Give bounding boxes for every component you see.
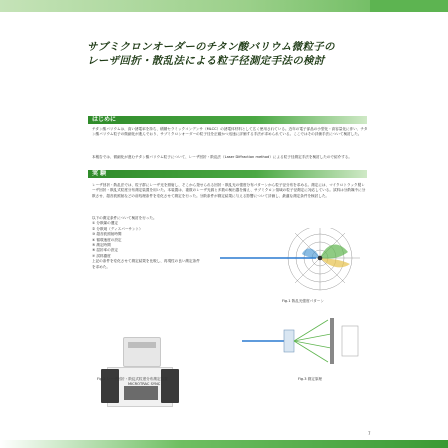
section-header-intro xyxy=(88,116,367,124)
condition-list xyxy=(92,216,202,270)
list-intro: 以下の測定条件について検討を行った。 xyxy=(92,216,157,220)
header-tab xyxy=(370,0,448,12)
list-item: ③ 超音波照射時間 xyxy=(92,232,122,237)
section-header-method xyxy=(88,170,367,178)
section-label-intro: はじめに xyxy=(92,116,117,123)
instrument-top-unit xyxy=(123,337,161,367)
list-item: ⑥ 屈折率の設定 xyxy=(92,248,118,253)
list-item: ② 分散剤（ディスパーサント） xyxy=(92,226,143,231)
list-item: ① 分散媒の選定 xyxy=(92,221,118,226)
scattering-pattern-figure xyxy=(210,228,368,298)
list-item: ④ 循環速度の設定 xyxy=(92,237,122,242)
principle-figure xyxy=(236,312,366,370)
instrument-side-unit xyxy=(101,369,119,403)
header-band xyxy=(0,0,448,12)
instrument-side-unit xyxy=(161,369,179,403)
intro-paragraph-2: 本報告では、微細化が進むチタン酸バリウム粒子について、レーザ回折・散乱法（Laser Diffraction method）による粒子径測定手法を検討したので紹介する。 xyxy=(92,155,352,159)
list-item: ⑦ 試料濃度 xyxy=(92,253,111,258)
figure-3-caption: Fig.3 測定原理 xyxy=(298,377,323,381)
title-line-1: サブミクロンオーダーのチタン酸バリウム微粒子の xyxy=(87,41,335,53)
figure-1-caption: Fig.1 散乱光強度パターン xyxy=(282,299,324,303)
intro-paragraph-1: チタン酸バリウムは、高い誘電率を持ち、積層セラミックコンデンサ（MLCC）の誘電体材料として広く使用されている。近年の電子部品の小型化・高容量化に伴い、チタン酸バリウム粒子の微細化が進んでおり、サブミクロンオーダーの粒子径を正確かつ迅速に評価する手法が求められている。ここではその評価手法について検討した。 xyxy=(92,127,368,137)
list-item: ⑤ 測定時間 xyxy=(92,243,111,248)
method-paragraph-1: レーザ回折・散乱法では、粒子群にレーザ光を照射し、そこから発せられる回折・散乱光の強度分布パターンから粒子径分布を求める。測定には、マイクロトラック製レーザ回折・散乱式粒度分布測定装置を用いた。本装置は、複数のレーザ光源と多数の検出器を備え、サブミクロン領域の粒子径測定に対応している。試料は分散媒中に分散させ、超音波照射などの前処理条件を変化させて測定を行った。分散条件が測定結果に与える影響について評価し、最適な測定条件を検討した。 xyxy=(92,183,366,198)
page-title xyxy=(87,40,377,68)
title-line-2: レーザ回折・散乱法による粒子径測定手法の検討 xyxy=(87,55,325,67)
page-number: 7 xyxy=(368,431,371,436)
figure-2-model: MICROTRAC SYNC xyxy=(128,382,161,386)
list-outro: 上記の条件を変化させて測定結果を比較し、再現性の良い測定条件を求めた。 xyxy=(92,259,200,269)
footer-band xyxy=(0,440,448,448)
figure-2-caption: Fig.2 レーザ回折・散乱式粒度分布測定装置 xyxy=(97,377,168,381)
section-label-method: 実 験 xyxy=(92,170,107,177)
